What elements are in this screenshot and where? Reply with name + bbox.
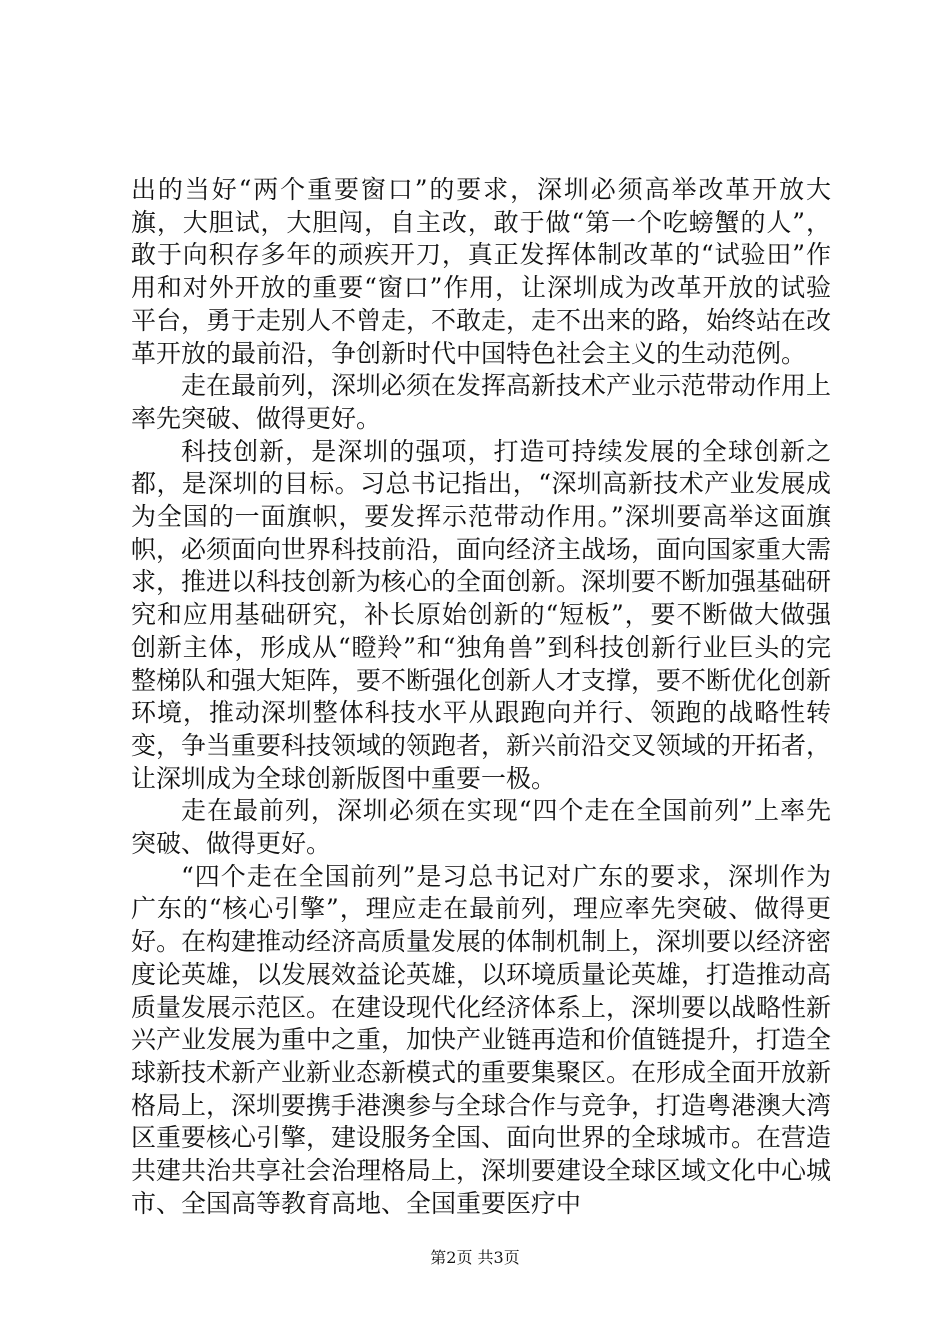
paragraph-2: 走在最前列，深圳必须在发挥高新技术产业示范带动作用上率先突破、做得更好。 bbox=[131, 371, 832, 433]
paragraph-5: “四个走在全国前列”是习总书记对广东的要求，深圳作为广东的“核心引擎”，理应走在最前列，理应率先突破、做得更好。在构建推动经济高质量发展的体制机制上，深圳要以经济密度论英雄，以发展效益论英雄，以环境质量论英雄，打造推动高质量发展示范区。在建设现代化经济体系上，深圳要以战略性新兴产业发展为重中之重，加快产业链再造和价值链提升，打造全球新技术新产业新业态新模式的重要集聚区。在形成全面开放新格局上，深圳要携手港澳参与全球合作与竞争，打造粤港澳大湾区重要核心引擎，建设服务全国、面向世界的全球城市。在营造共建共治共享社会治理格局上，深圳要建设全球区域文化中心城市、全国高等教育高地、全国重要医疗中 bbox=[131, 861, 832, 1218]
page-footer: 第2页 共3页 bbox=[430, 1248, 520, 1267]
document-body bbox=[131, 174, 831, 1221]
paragraph-3: 科技创新，是深圳的强项，打造可持续发展的全球创新之都，是深圳的目标。习总书记指出，“深圳高新技术产业发展成为全国的一面旗帜，要发挥示范带动作用。”深圳要高举这面旗帜，必须面向世界科技前沿，面向经济主战场，面向国家重大需求，推进以科技创新为核心的全面创新。深圳要不断加强基础研究和应用基础研究，补长原始创新的“短板”，要不断做大做强创新主体，形成从“瞪羚”和“独角兽”到科技创新行业巨头的完整梯队和强大矩阵，要不断强化创新人才支撑，要不断优化创新环境，推动深圳整体科技水平从跟跑向并行、领跑的战略性转变，争当重要科技领域的领跑者，新兴前沿交叉领域的开拓者，让深圳成为全球创新版图中重要一极。 bbox=[131, 436, 832, 793]
paragraph-1: 出的当好“两个重要窗口”的要求，深圳必须高举改革开放大旗，大胆试，大胆闯，自主改，敢于做“第一个吃螃蟹的人”，敢于向积存多年的顽疾开刀，真正发挥体制改革的“试验田”作用和对外开放的重要“窗口”作用，让深圳成为改革开放的试验平台，勇于走别人不曾走，不敢走，走不出来的路，始终站在改革开放的最前沿，争创新时代中国特色社会主义的生动范例。 bbox=[131, 175, 832, 368]
paragraph-4: 走在最前列，深圳必须在实现“四个走在全国前列”上率先突破、做得更好。 bbox=[131, 796, 831, 859]
